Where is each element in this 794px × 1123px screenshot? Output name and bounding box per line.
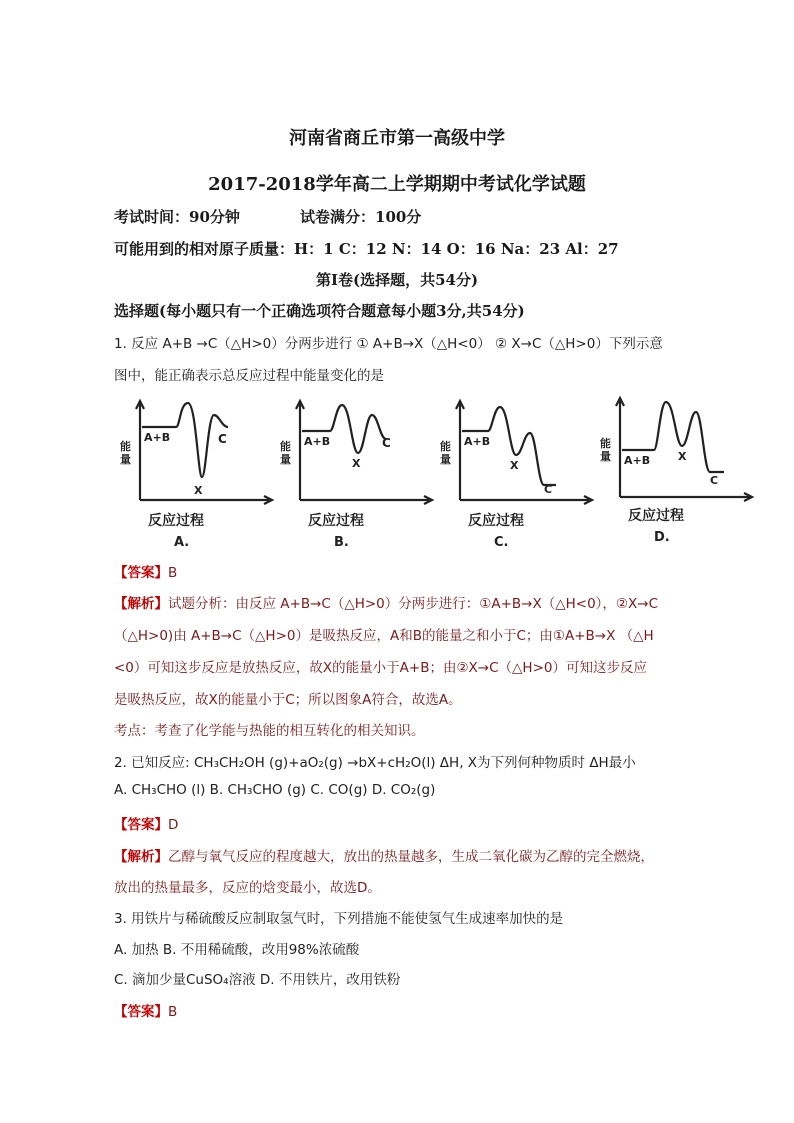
q1-kaodian: 考点：考查了化学能与热能的相互转化的相关知识。: [114, 723, 425, 739]
exam-title: 2017-2018学年高二上学期期中考试化学试题: [208, 174, 586, 195]
label-c-c: C: [544, 483, 553, 496]
label-ab-a: A+B: [144, 431, 171, 444]
school-title: 河南省商丘市第一高级中学: [289, 128, 505, 149]
q2-analysis-line2: 放出的热量最多，反应的焓变最小，故选D。: [114, 880, 381, 896]
svg-text:量: 量: [120, 453, 131, 466]
svg-text:量: 量: [600, 450, 611, 463]
label-ab-c: A+B: [464, 435, 491, 448]
ylabel-c: 能: [440, 440, 451, 453]
label-x-a: X: [194, 484, 203, 497]
ylabel-b: 能: [280, 440, 291, 453]
q1-answer: [114, 561, 177, 581]
label-ab-d: A+B: [624, 454, 651, 467]
option-c: C.: [494, 535, 509, 550]
energy-diagram-b: [278, 395, 438, 559]
energy-diagram-a: [118, 395, 278, 559]
volume-title: 第Ⅰ卷(选择题，共54分): [315, 271, 479, 289]
label-x-d: X: [678, 450, 687, 463]
q1-stem-line2: 图中，能正确表示总反应过程中能量变化的是: [114, 368, 384, 384]
q1-analysis-line4: 是吸热反应，故X的能量小于C；所以图象A符合，故选A。: [114, 692, 462, 708]
svg-text:量: 量: [440, 453, 451, 466]
exam-time: 考试时间：90分钟: [114, 208, 240, 226]
q1-analysis-line1: 【解析】试题分析：由反应 A+B→C（△H>0）分两步进行：①A+B→X（△H<0），②X→C: [114, 596, 659, 612]
answer-tag: 【答案】: [114, 565, 168, 581]
q3-stem: 3. 用铁片与稀硫酸反应制取氢气时，下列措施不能使氢气生成速率加快的是: [114, 911, 564, 927]
energy-diagram-d: [598, 392, 758, 556]
q2-stem: 2. 已知反应: CH₃CH₂OH (g)+aO₂(g) →bX+cH₂O(l) ΔH, X为下列何种物质时 ΔH最小: [114, 755, 636, 771]
analysis-tag: 【解析】: [114, 596, 168, 612]
q1-stem-line1: 1. 反应 A+B →C（△H>0）分两步进行 ① A+B→X（△H<0） ② X→C（△H>0）下列示意: [114, 336, 663, 352]
xlabel-c: 反应过程: [468, 513, 524, 529]
label-x-c: X: [510, 459, 519, 472]
label-c-d: C: [710, 474, 719, 487]
answer-value: D: [168, 817, 179, 833]
label-c-b: C: [382, 436, 391, 450]
label-ab-b: A+B: [304, 435, 331, 448]
label-x-b: X: [352, 457, 361, 470]
option-d: D.: [654, 530, 670, 545]
q1-analysis-line2: （△H>0)由 A+B→C（△H>0）是吸热反应，A和B的能量之和小于C；由①A+B→X （△H: [114, 628, 654, 644]
ylabel-a: 能: [120, 440, 131, 453]
q2-options: A. CH₃CHO (l) B. CH₃CHO (g) C. CO(g) D. CO₂(g): [114, 782, 436, 798]
q3-options-line2: C. 滴加少量CuSO₄溶液 D. 不用铁片，改用铁粉: [114, 972, 401, 988]
q3-answer: [114, 1000, 177, 1020]
atomic-mass-line: 可能用到的相对原子质量：H：1 C：12 N：14 O：16 Na：23 Al：27: [114, 240, 619, 258]
answer-tag: 【答案】: [114, 817, 168, 833]
analysis-tag: 【解析】: [114, 849, 168, 865]
q3-options-line1: A. 加热 B. 不用稀硫酸，改用98%浓硫酸: [114, 942, 360, 958]
option-b: B.: [334, 535, 349, 550]
xlabel-d: 反应过程: [628, 508, 684, 524]
ylabel-d: 能: [600, 437, 611, 450]
xlabel-a: 反应过程: [148, 513, 204, 529]
section-instruction: 选择题(每小题只有一个正确选项符合题意每小题3分,共54分): [114, 302, 525, 320]
q2-answer: [114, 813, 178, 833]
answer-tag: 【答案】: [114, 1004, 168, 1020]
q2-analysis-line1: 【解析】乙醇与氧气反应的程度越大，放出的热量越多，生成二氧化碳为乙醇的完全燃烧，: [114, 849, 654, 865]
svg-text:量: 量: [280, 453, 291, 466]
option-a: A.: [174, 535, 190, 550]
full-score: 试卷满分：100分: [300, 208, 422, 226]
answer-value: B: [168, 1004, 178, 1020]
answer-value: B: [168, 565, 178, 581]
energy-diagram-c: [438, 395, 598, 559]
label-c-a: C: [218, 432, 227, 446]
xlabel-b: 反应过程: [308, 513, 364, 529]
q1-analysis-line3: <0）可知这步反应是放热反应，故X的能量小于A+B；由②X→C（△H>0）可知这步反应: [114, 660, 647, 676]
